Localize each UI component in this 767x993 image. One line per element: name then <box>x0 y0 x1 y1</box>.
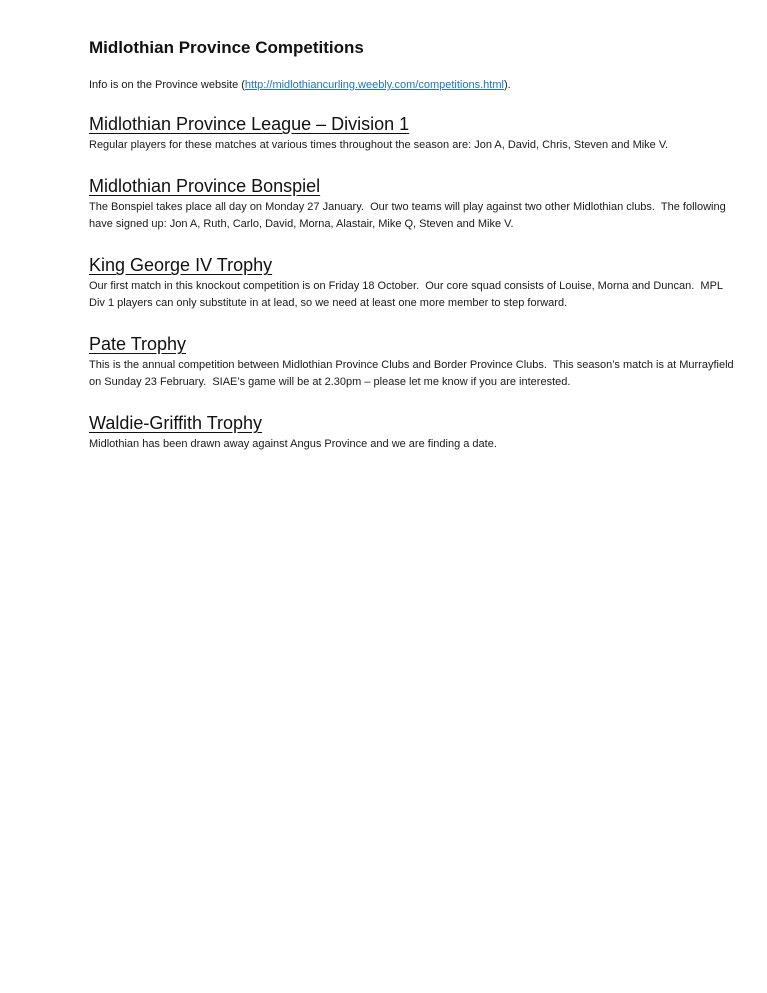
section-body-king-george-iv-trophy: Our first match in this knockout competition is on Friday 18 October. Our core squad consists of Louise, Morna and Duncan. MPL Div 1 players can only substitute in at lead, so we need at least one more member to step forward. <box>89 280 726 309</box>
section-heading-mpl-division-1: Midlothian Province League – Division 1 <box>89 114 410 134</box>
section-heading-king-george-iv-trophy: King George IV Trophy <box>89 255 273 275</box>
section-heading-bonspiel: Midlothian Province Bonspiel <box>89 176 321 196</box>
section-body-waldie-griffith-trophy: Midlothian has been drawn away against Angus Province and we are finding a date. <box>89 438 497 450</box>
intro-prefix: Info is on the Province website ( <box>89 79 245 91</box>
section-body-mpl-division-1: Regular players for these matches at various times throughout the season are: Jon A, David, Chris, Steven and Mike V. <box>89 139 669 151</box>
section-body-bonspiel: The Bonspiel takes place all day on Monday 27 January. Our two teams will play against two other Midlothian clubs. The following have signed up: Jon A, Ruth, Carlo, David, Morna, Alastair, Mike Q, Steven and Mike V. <box>89 201 729 230</box>
section-waldie-griffith-trophy <box>89 412 737 453</box>
section-king-george-iv-trophy <box>89 254 737 312</box>
section-heading-waldie-griffith-trophy: Waldie-Griffith Trophy <box>89 413 263 433</box>
intro-paragraph <box>89 78 737 93</box>
intro-suffix: ). <box>503 79 511 91</box>
section-body-pate-trophy: This is the annual competition between Midlothian Province Clubs and Border Province Clubs. This season’s match is at Murrayfield on Sunday 23 February. SIAE’s game will be at 2.30pm – please let me know if you are interested. <box>89 359 737 388</box>
section-heading-pate-trophy: Pate Trophy <box>89 334 187 354</box>
section-mpl-division-1 <box>89 113 737 154</box>
section-pate-trophy <box>89 333 737 391</box>
document-title: Midlothian Province Competitions <box>89 38 364 57</box>
section-bonspiel <box>89 175 737 233</box>
competitions-link[interactable]: http://midlothiancurling.weebly.com/competitions.html <box>244 79 504 91</box>
